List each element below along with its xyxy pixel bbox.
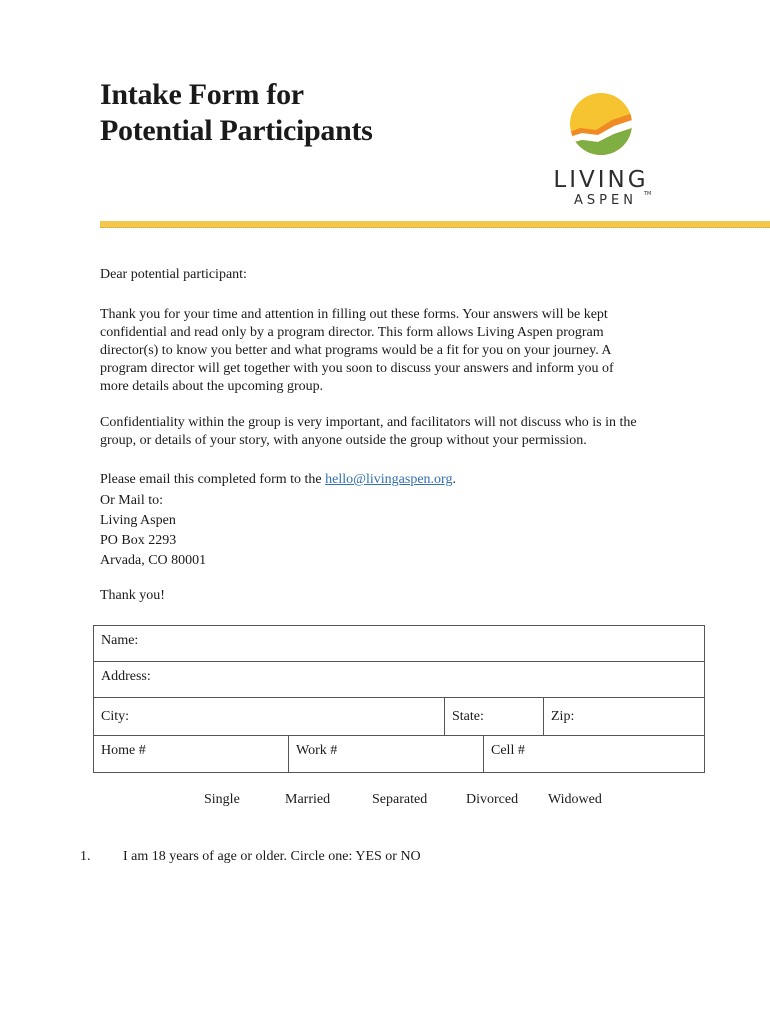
- confidentiality-paragraph: [100, 414, 700, 450]
- contact-info-table: [93, 625, 705, 773]
- email-prefix: Please email this completed form to the: [100, 472, 326, 487]
- logo-wordmark: LIVING: [553, 167, 649, 193]
- email-suffix: .: [452, 472, 456, 487]
- city-label: City:: [101, 709, 130, 724]
- confidentiality-line: group, or details of your story, with anyone outside the group without your permission.: [100, 433, 587, 448]
- closing: Thank you!: [100, 588, 165, 603]
- state-field[interactable]: [445, 698, 544, 735]
- greeting: Dear potential participant:: [100, 267, 247, 282]
- zip-label: Zip:: [551, 709, 575, 724]
- intro-line: director(s) to know you better and what programs would be a fit for you on your journey. A: [100, 343, 612, 358]
- email-instruction: [100, 471, 690, 489]
- marital-option-widowed[interactable]: Widowed: [548, 792, 602, 807]
- phone-row: [94, 736, 704, 772]
- zip-field[interactable]: [544, 698, 704, 735]
- mail-city: Arvada, CO 80001: [100, 553, 207, 568]
- marital-option-single[interactable]: Single: [204, 792, 240, 807]
- question-number: 1.: [80, 849, 91, 864]
- state-label: State:: [452, 709, 484, 724]
- submission-instructions: [100, 471, 690, 570]
- mail-label: Or Mail to:: [100, 493, 163, 508]
- sun-hills-icon: [540, 88, 662, 168]
- home-phone-field[interactable]: [94, 736, 289, 772]
- intro-paragraph: [100, 306, 690, 396]
- intro-line: Thank you for your time and attention in filling out these forms. Your answers will be kept: [100, 307, 608, 322]
- address-label: Address:: [101, 669, 151, 684]
- address-field[interactable]: [94, 662, 704, 697]
- title-line-2: Potential Participants: [100, 114, 373, 147]
- intro-line: program director will get together with you soon to discuss your answers and inform you of: [100, 361, 614, 376]
- marital-option-separated[interactable]: Separated: [372, 792, 428, 807]
- page-title: [100, 77, 373, 149]
- header-divider: [100, 221, 770, 228]
- marital-option-divorced[interactable]: Divorced: [466, 792, 519, 807]
- address-row: [94, 662, 704, 698]
- email-link[interactable]: hello@livingaspen.org: [325, 472, 453, 487]
- intro-line: more details about the upcoming group.: [100, 379, 324, 394]
- logo-trademark: TM: [644, 191, 652, 197]
- logo-subtitle: ASPEN: [574, 193, 637, 208]
- confidentiality-line: Confidentiality within the group is very important, and facilitators will not discuss who is in the: [100, 415, 637, 430]
- mail-po-box: PO Box 2293: [100, 533, 177, 548]
- title-line-1: Intake Form for: [100, 78, 304, 111]
- city-state-zip-row: [94, 698, 704, 736]
- work-phone-field[interactable]: [289, 736, 484, 772]
- home-phone-label: Home #: [101, 743, 146, 758]
- name-row: [94, 626, 704, 662]
- marital-option-married[interactable]: Married: [285, 792, 331, 807]
- cell-phone-label: Cell #: [491, 743, 525, 758]
- name-field[interactable]: [94, 626, 704, 661]
- name-label: Name:: [101, 633, 139, 648]
- cell-phone-field[interactable]: [484, 736, 704, 772]
- city-field[interactable]: [94, 698, 445, 735]
- question-text: I am 18 years of age or older. Circle one: YES or NO: [123, 849, 421, 864]
- work-phone-label: Work #: [296, 743, 338, 758]
- intro-line: confidential and read only by a program director. This form allows Living Aspen program: [100, 325, 604, 340]
- living-aspen-logo: [540, 88, 662, 218]
- mail-org: Living Aspen: [100, 513, 176, 528]
